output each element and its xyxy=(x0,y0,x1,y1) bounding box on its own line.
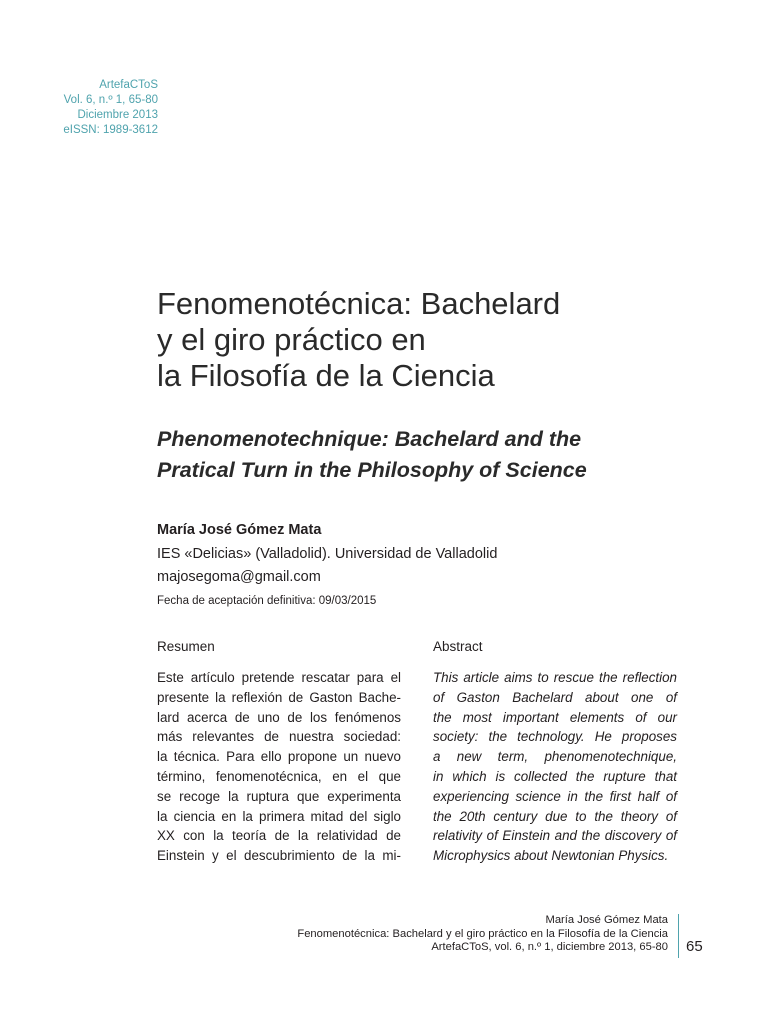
abstract-line: society: the technology. He proposes xyxy=(433,729,677,745)
journal-meta xyxy=(20,78,158,138)
footer-title: Fenomenotécnica: Bachelard y el giro práctico en la Filosofía de la Ciencia xyxy=(297,927,668,940)
running-footer xyxy=(188,914,668,955)
author-name: María José Gómez Mata xyxy=(157,522,322,538)
title-spanish-line: y el giro práctico en xyxy=(157,322,426,357)
resumen-line: lard acerca de uno de los fenómenos xyxy=(157,709,401,725)
abstract-line: Microphysics about Newtonian Physics. xyxy=(433,848,669,864)
abstract-line: relativity of Einstein and the discovery of xyxy=(433,828,677,844)
title-spanish xyxy=(157,286,717,394)
resumen-line: más relevantes de nuestra sociedad: xyxy=(157,729,401,745)
abstract-line: experiencing science in the first half of xyxy=(433,788,677,804)
resumen-line: se recoge la ruptura que experimenta xyxy=(157,788,401,804)
resumen-line: presente la reflexión de Gaston Bache- xyxy=(157,689,401,705)
footer-citation: ArtefaCToS, vol. 6, n.º 1, diciembre 2013, 65-80 xyxy=(431,941,668,953)
resumen-line: término, fenomenotécnica, en el que xyxy=(157,768,401,784)
abstract-heading: Abstract xyxy=(433,639,483,654)
resumen-text xyxy=(157,668,401,866)
page-number: 65 xyxy=(686,938,703,955)
abstract-line: in which is collected the rupture that xyxy=(433,768,677,784)
title-english-line: Phenomenotechnique: Bachelard and the xyxy=(157,427,582,451)
resumen-line: XX con la teoría de la relatividad de xyxy=(157,828,401,844)
title-english xyxy=(157,424,717,486)
journal-date: Diciembre 2013 xyxy=(77,109,158,121)
abstract-line: the most important elements of our xyxy=(433,709,677,725)
abstract-line: This article aims to rescue the reflection xyxy=(433,670,677,685)
footer-author: María José Gómez Mata xyxy=(545,914,668,926)
resumen-line: Einstein y el descubrimiento de la mi- xyxy=(157,848,401,864)
resumen-heading: Resumen xyxy=(157,639,215,654)
resumen-line: Este artículo pretende rescatar para el xyxy=(157,670,401,685)
abstract-line: the 20th century due to the theory of xyxy=(433,808,677,824)
abstract-text xyxy=(433,668,677,866)
journal-name: ArtefaCToS xyxy=(99,79,158,91)
journal-issn: eISSN: 1989-3612 xyxy=(63,124,158,136)
author-email: majosegoma@gmail.com xyxy=(157,569,321,585)
journal-volume: Vol. 6, n.º 1, 65-80 xyxy=(63,94,158,106)
abstract-line: a new term, phenomenotechnique, xyxy=(433,749,677,765)
resumen-line: la técnica. Para ello propone un nuevo xyxy=(157,749,401,765)
resumen-line: la ciencia en la primera mitad del siglo xyxy=(157,808,401,824)
footer-divider xyxy=(678,914,679,958)
title-spanish-line: Fenomenotécnica: Bachelard xyxy=(157,286,561,321)
title-english-line: Pratical Turn in the Philosophy of Science xyxy=(157,458,587,482)
abstract-line: of Gaston Bachelard about one of xyxy=(433,689,677,705)
title-spanish-line: la Filosofía de la Ciencia xyxy=(157,358,495,393)
author-affiliation: IES «Delicias» (Valladolid). Universidad de Valladolid xyxy=(157,546,498,562)
acceptance-date: Fecha de aceptación definitiva: 09/03/2015 xyxy=(157,595,377,607)
